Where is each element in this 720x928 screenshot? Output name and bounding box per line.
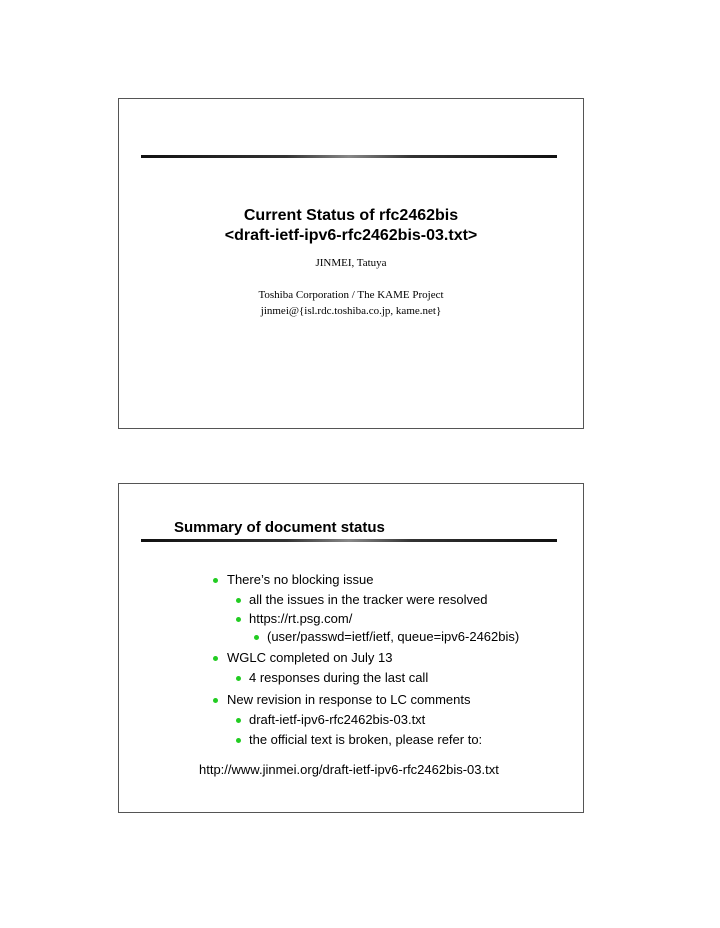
slide-title <box>119 206 583 246</box>
bullet-item <box>267 629 519 645</box>
bullet-item <box>249 712 425 728</box>
bullet-item <box>249 670 428 686</box>
bullet-dot-icon <box>213 656 218 661</box>
bullet-dot-icon <box>254 635 259 640</box>
bullet-dot-icon <box>236 617 241 622</box>
bullet-text: WGLC completed on July 13 <box>227 650 393 665</box>
bullet-text: 4 responses during the last call <box>249 670 429 685</box>
affiliation-block <box>119 287 583 319</box>
bullet-text: all the issues in the tracker were resolved <box>249 592 488 607</box>
title-slide <box>118 98 584 429</box>
bullet-item <box>249 611 352 627</box>
bullet-text: New revision in response to LC comments <box>227 692 471 707</box>
bullet-text: (user/passwd=ietf/ietf, queue=ipv6-2462bis) <box>267 629 520 644</box>
bullet-text: https://rt.psg.com/ <box>249 611 353 626</box>
bullet-item <box>249 592 487 608</box>
bullet-dot-icon <box>236 718 241 723</box>
bullet-item <box>227 692 471 708</box>
bullet-text: There’s no blocking issue <box>227 572 374 587</box>
affiliation: Toshiba Corporation / The KAME Project <box>258 289 444 301</box>
email-address: jinmei@{isl.rdc.toshiba.co.jp, kame.net} <box>260 305 442 317</box>
slide-heading: Summary of document status <box>174 519 385 536</box>
bullet-item <box>227 572 373 588</box>
bullet-dot-icon <box>213 578 218 583</box>
summary-slide <box>118 483 584 813</box>
title-line-2: <draft-ietf-ipv6-rfc2462bis-03.txt> <box>224 227 478 244</box>
bullet-dot-icon <box>236 738 241 743</box>
title-rule <box>141 155 557 158</box>
bullet-text: draft-ietf-ipv6-rfc2462bis-03.txt <box>249 712 426 727</box>
heading-rule <box>141 539 557 542</box>
title-line-1: Current Status of rfc2462bis <box>243 207 459 224</box>
bullet-dot-icon <box>236 598 241 603</box>
bullet-dot-icon <box>213 698 218 703</box>
bullet-item <box>249 732 482 748</box>
bullet-dot-icon <box>236 676 241 681</box>
reference-url: http://www.jinmei.org/draft-ietf-ipv6-rfc2462bis-03.txt <box>199 762 499 777</box>
bullet-item <box>227 650 392 666</box>
bullet-text: the official text is broken, please refer to: <box>249 732 483 747</box>
author-name: JINMEI, Tatuya <box>315 257 387 269</box>
